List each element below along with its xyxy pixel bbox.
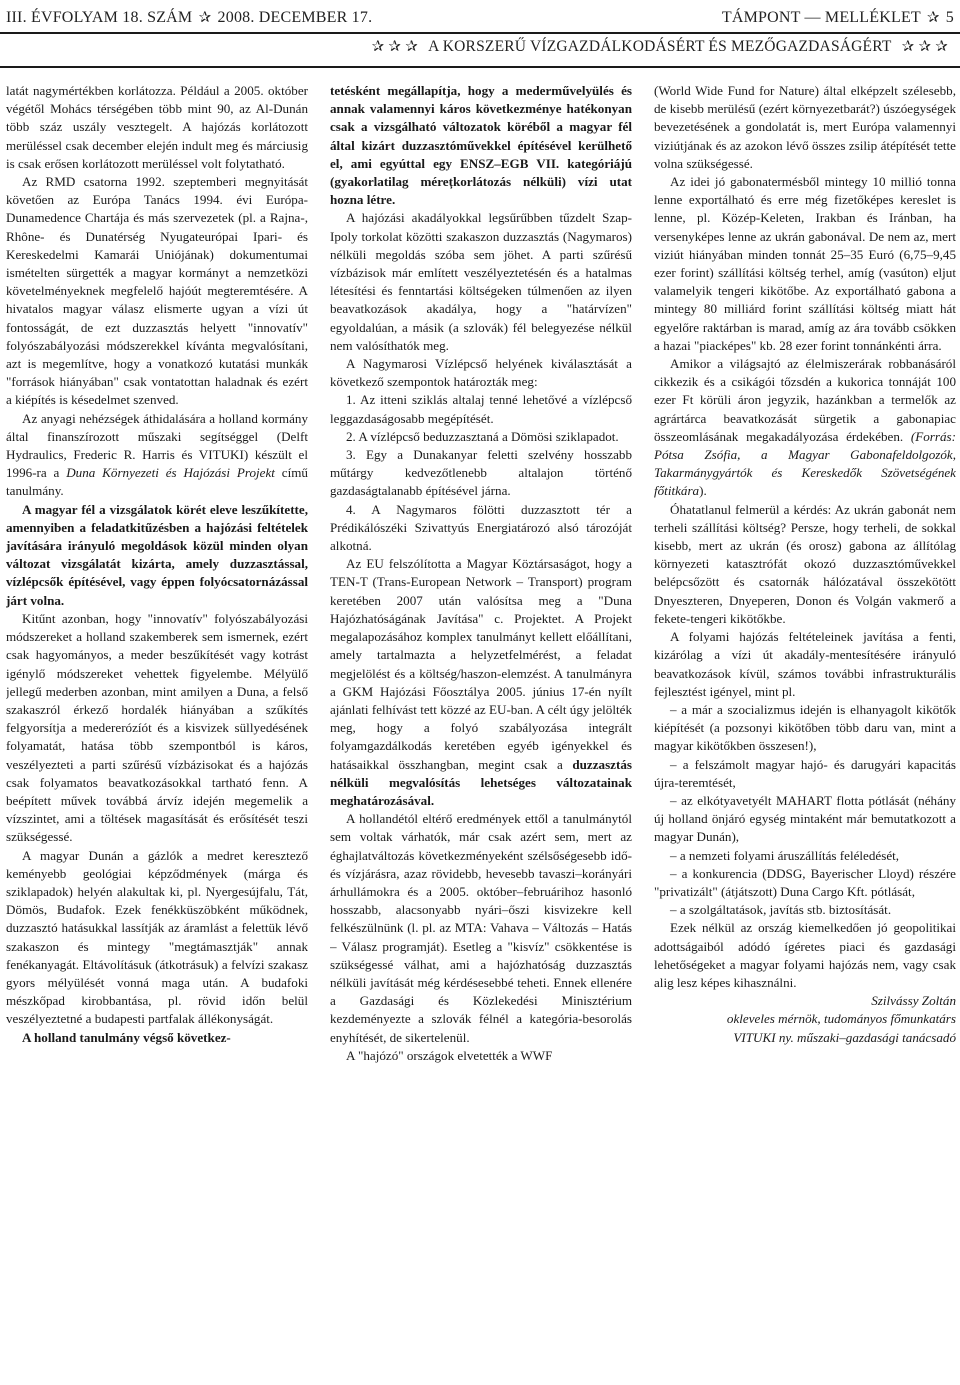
- column-3: [654, 82, 956, 1382]
- paragraph: A magyar Dunán a gázlók a medret keresztező keményebb geológiai képződmények (márga és sziklapadok) helyén alakultak ki, pl. Nyergesújfalu, Tát, Dömös, Budafok. Ezek fenékküszöbként működnek, duzzasztó hatásukkal lassítják az áramlást a felettük lévő szakaszon és mintegy "megtámasztják" annak fenékanyagát. Eltávolításuk (átkotrásuk) a felvízi szakasz gyors mélyülését vonná maga után. A budafoki mészkőpad kirobbantása, pl. rövid időn belül veszélyeztetné a budapesti partfalak állékonyságát.: [6, 847, 308, 1027]
- star-icon: ✰: [901, 39, 915, 55]
- paragraph: Kitűnt azonban, hogy "innovatív" folyószabályozási módszereket a holland szakemberek sem ismernek, ezért csak hagyományos, a meder beszűkítését vagy kotrást igénylő módszereket vehettek figyelembe. Mélyülő jellegű mederben azonban, mint amilyen a Duna, a felső szakaszról érkező hordalék hiányában a szűkítés felgyorsítja a medererózíót és a kisvizek süllyedésének folyamatát, hatása több szempontból is káros, veszélyezteti a parti szűrésű vízbázisokat és a hajózás csak folyamatos beavatkozásokkal tartható fenn. A beépített művek továbbá árvíz idején megemelik a vízszintet, ami a töltések magasítását és erősítését teszi szükségessé.: [6, 610, 308, 845]
- issue-date: 2008. DECEMBER 17.: [217, 8, 373, 26]
- text-run: című tanulmány.: [6, 465, 308, 499]
- list-item: 3. Egy a Dunakanyar feletti szelvény hosszabb műtárgy kedvezőtlenebb altalajon történő gazdaságtalanabb építésével járna.: [330, 447, 632, 499]
- list-item: – a már a szocializmus idején is elhanyagolt kikötők kiépítését (a pozsonyi kikötőben több daru van, mint a magyar kikötőkben összesen!),: [654, 701, 956, 754]
- star-icon: ✰: [198, 9, 212, 26]
- list-item: 4. A Nagymaros fölötti duzzasztott tér a Prédikálószéki Szivattyús Energiatározó alsó tározóját alkotná.: [330, 501, 632, 554]
- supplement-label: TÁMPONT — MELLÉKLET: [721, 8, 921, 26]
- paragraph: A hajózási akadályokkal legsűrűbben tűzdelt Szap-Ipoly torkolat közötti szakaszon duzzasztás (Nagymaros) nélküli megoldás szóba sem jöhet. A parti szűrésű vízbázisok már említett veszélyeztetésén és a hatalmas létesítési és fenntartási költségeken túlmenően az ilyen beavatkozások akadálya, hogy a "határvízen" egyoldalúan, a másik (a szlovák) fél belegyezése nélkül nem valósíthatók meg.: [330, 210, 632, 353]
- star-icon: ✰: [371, 39, 385, 55]
- column-1: [6, 82, 308, 1382]
- paragraph: Ezek nélkül az ország kiemelkedően jó geopolitikai adottságaiból adódó ígéretes piaci és gazdasági lehetőségeket a magyar folyami hajózás nem, vagy csak alig lesz képes kihasználni.: [654, 920, 956, 990]
- star-icon: ✰: [918, 39, 932, 55]
- list-item: – a konkurencia (DDSG, Bayerischer Lloyd) részére "privatizált" (átjátszott) Duna Cargo Kft. pótlását,: [654, 865, 956, 899]
- source-citation: (Forrás: Pótsa Zsófia, a Magyar Gabonafeldolgozók, Takarmánygyártók és Kereskedők Szövetségének főtitkára: [654, 428, 956, 499]
- list-item: – a nemzeti folyami áruszállítás feléledését,: [670, 847, 900, 863]
- text-run: Amikor a világsajtó az élelmiszerárak robbanásáról cikkezik és a csikágói tőzsdén a kukorica tonnáját 100 ezer Ft körüli áron jegyzik, hazánkban a termelők az agrártárca beavatkozását sürgetik a gabonapiac összeomlásának megakadályozása érdekében.: [654, 356, 956, 444]
- paragraph: Az idei jó gabonatermésből mintegy 10 millió tonna lenne exportálható és erre még fizetőképes kereslet is lenne, pl. Közép-Keleten, Irakban és Iránban, ha versenyképes lenne az ukrán gabonával. De nem az, mert viziút hiányában minden tonnát 25–35 Euró (6,75–9,45 ezer forint) szállítási költség terhel, amíg (vasúton) eljut valamelyik tengeri kikötőbe. Az exportálható gabona a mintegy 80 milliárd forint szállítási költség miatt hát egyelőre raktárban is marad, amíg az ára tovább csökken a hazai "piacképes" kb. 28 ezer forint tonnánkénti árra.: [654, 174, 956, 353]
- page-number: 5: [945, 8, 954, 26]
- star-icon: ✰: [388, 39, 402, 55]
- paragraph: A Nagymarosi Vízlépcső helyének kiválasztását a következő szempontok határozták meg:: [330, 356, 632, 390]
- paragraph: [330, 555, 632, 810]
- bold-paragraph: tetésként megállapítja, hogy a mederművelyülés és annak valamennyi káros következménye hatékonyan csak a vizsgálható változatok köréből a magyar fél által kizárt duzzasztóművekkel építésével kerülhető el, ami egyúttal egy ENSZ–EGB VII. kategóriájú (gyakorlatilag mérețkorlátozás nélküli) vízi utat hozna létre.: [330, 83, 632, 208]
- text-run: ).: [699, 483, 707, 499]
- bold-run: duzzasztás nélküli megvalósítás lehetséges változatainak meghatározásával.: [330, 756, 632, 808]
- star-icon: ✰: [926, 9, 940, 26]
- paragraph: [654, 355, 956, 501]
- paragraph: latát nagymértékben korlátozza. Például a 2005. október végétől Mohács térségében több mint 90, az Al-Dunán több száz uszály vesztegelt. A hajózás korlátozott merüléssel csak december elején indult meg és márciusig is csak erősen korlátozott merüléssel volt folytatható.: [6, 83, 308, 171]
- paragraph: (World Wide Fund for Nature) által elképzelt szélesebb, de kisebb merülésű (ezért környezetbarát?) úszóegységek bevezetésének a gondolatát is, mert Európa valamennyi viziútjának és az azokon lévő összes zsilip átépítését tette volna szükségessé.: [654, 83, 956, 171]
- subtitle-rule: [0, 66, 960, 68]
- bold-paragraph: A holland tanulmány végső következ-: [22, 1029, 231, 1045]
- section-subtitle: [0, 37, 950, 61]
- paragraph: [6, 410, 308, 501]
- text-run: Az anyagi nehézségek áthidalására a holland kormány által finanszírozott műszaki segítséggel (Delft Hydraulics, Frederic R. Harris és VITUKI) készült el 1996-ra a: [6, 410, 308, 481]
- supplement-info: [722, 8, 954, 27]
- paragraph: Óhatatlanul felmerül a kérdés: Az ukrán gabonát nem terheli szállítási költség? Persze, hogy terheli, de sokkal kisebb, mert az ukrán (és orosz) gabona az állítólag környezeti katasztrófát okozó duzzasztóművekkel belépcsőzött és csatornák hálózatával összekötött Dnyeszteren, Dnyeperen, Donon és Volgán vakmerő a fekete-tengeri kikötőkbe.: [654, 501, 956, 626]
- author-affiliation: VITUKI ny. műszaki–gazdasági tanácsadó: [733, 1029, 956, 1045]
- article-body: [6, 82, 956, 1382]
- author-title: okleveles mérnök, tudományos főmunkatárs: [726, 1011, 956, 1027]
- author-name: Szilvássy Zoltán: [871, 993, 956, 1009]
- list-item: 2. A vízlépcső beduzzasztaná a Dömösi sziklapadot.: [346, 428, 619, 444]
- issue-info: [6, 8, 372, 27]
- star-icon: ✰: [935, 39, 948, 55]
- bold-paragraph: A magyar fél a vizsgálatok körét eleve leszűkítette, amennyiben a feladatkitűzésben a hajózási feltételek javítására irányuló megoldások közül minden olyan változat vizsgálatát kizárta, amely duzzasztással, vízlépcsők építésével, vagy éppen folyócsatornázással járt volna.: [6, 501, 308, 608]
- list-item: – az elkótyavetyélt MAHART flotta pótlását (néhány új holland önjáró egység mintaként már bemutatkozott a magyar Dunán),: [654, 792, 956, 845]
- list-item: 1. Az itteni sziklás altalaj tenné lehetővé a vízlépcső leggazdaságosabb megépítését.: [330, 392, 632, 426]
- project-title: Duna Környezeti és Hajózási Projekt: [66, 465, 275, 481]
- list-item: – a felszámolt magyar hajó- és darugyári kapacitás újra-teremtését,: [654, 756, 956, 790]
- page-header: [6, 4, 954, 30]
- column-2: [330, 82, 632, 1382]
- subtitle-text: A KORSZERŰ VÍZGAZDÁLKODÁSÉRT ÉS MEZŐGAZDASÁGÉRT: [428, 38, 892, 55]
- paragraph: A folyami hajózás feltételeinek javítása a fenti, kizárólag a vízi út akadály-mentesítésére irányuló beavatkozások kívül, számos további infrastrukturális fejlesztést igényel, mint pl.: [654, 629, 956, 699]
- paragraph: Az RMD csatorna 1992. szeptemberi megnyitását követően az Európa Tanács 1994. évi Európa-Dunamedence Chartája és más szervezetek (pl. a Rajna-, Rhône- és Dunatérség Nyugateurópai Ipari- és Kereskedelmi Kamarái Uniójának) dokumentumai ismételten sürgették a magyar kormányt a nemzetközi követelményeknek megfelelő hajóút megteremtésére. A hivatalos magyar válasz elismerte ugyan a vízi út fontosságát, de ezt duzzasztás helyett "innovatív" folyószabályozási módszerekkel kívánta megvalósítani, azt is megemlítve, hogy a vonatkozó kutatási munkák "források hiányában" csak vontatottan haladnak és ezért a kiépítés is késedelmet szenved.: [6, 174, 308, 408]
- list-item: – a szolgáltatások, javítás stb. biztosítását.: [670, 902, 892, 918]
- star-icon: ✰: [405, 39, 418, 55]
- text-run: Az EU felszólította a Magyar Köztársaságot, hogy a TEN-T (Trans-European Network – Transport) program keretében 2007 után valósítsa meg a "Duna Hajózhatóságának Javítása" c. Projektet. A Projekt megalapozásához komplex tanulmányt kellett előállítani, amely tartalmazta a helyzetfelmérést, a feladat megjelölést és a költség/haszon-elemzést. A tanulmányra a GKM Hajózási Főosztálya 2005. június 17-én nyílt ajánlati felhívást tett közzé az EU-ban. A célt úgy jelölték meg, hogy a folyó szabályozása integrált folyamgazdálkodás keretében egyéb igényekkel és hatásaikkal összhangban, megint csak a: [330, 556, 632, 772]
- issue-label: III. ÉVFOLYAM 18. SZÁM: [6, 8, 193, 26]
- paragraph: A hollandétól eltérő eredmények ettől a tanulmánytól sem voltak várhatók, már csak azért sem, mert az éghajlatváltozás következményeként szélsőségesebb idő- és vízjárásra, azaz rövidebb, hevesebb tavaszi–korányári árhullámokra és a 2005. október–februárihoz hasonló hosszabb, alacsonyabb nyári–őszi kisvizekre kell felkészülnünk (l. pl. az MTA: Vahava – Változás – Hatás – Válasz programját). Esetleg a "kisvíz" csökkentése is szükségessé válhat, ami a hajózhatóság duzzasztás nélküli javítását még kérdésesebbé teheti. Ennek ellenére a Gazdasági és Közlekedési Minisztérium kezdeményezte a szlovák félnél a kategória-besorolás enyhítését, de sikertelenül.: [330, 811, 632, 1045]
- paragraph: A "hajózó" országok elvetették a WWF: [346, 1047, 553, 1063]
- header-rule: [0, 32, 960, 34]
